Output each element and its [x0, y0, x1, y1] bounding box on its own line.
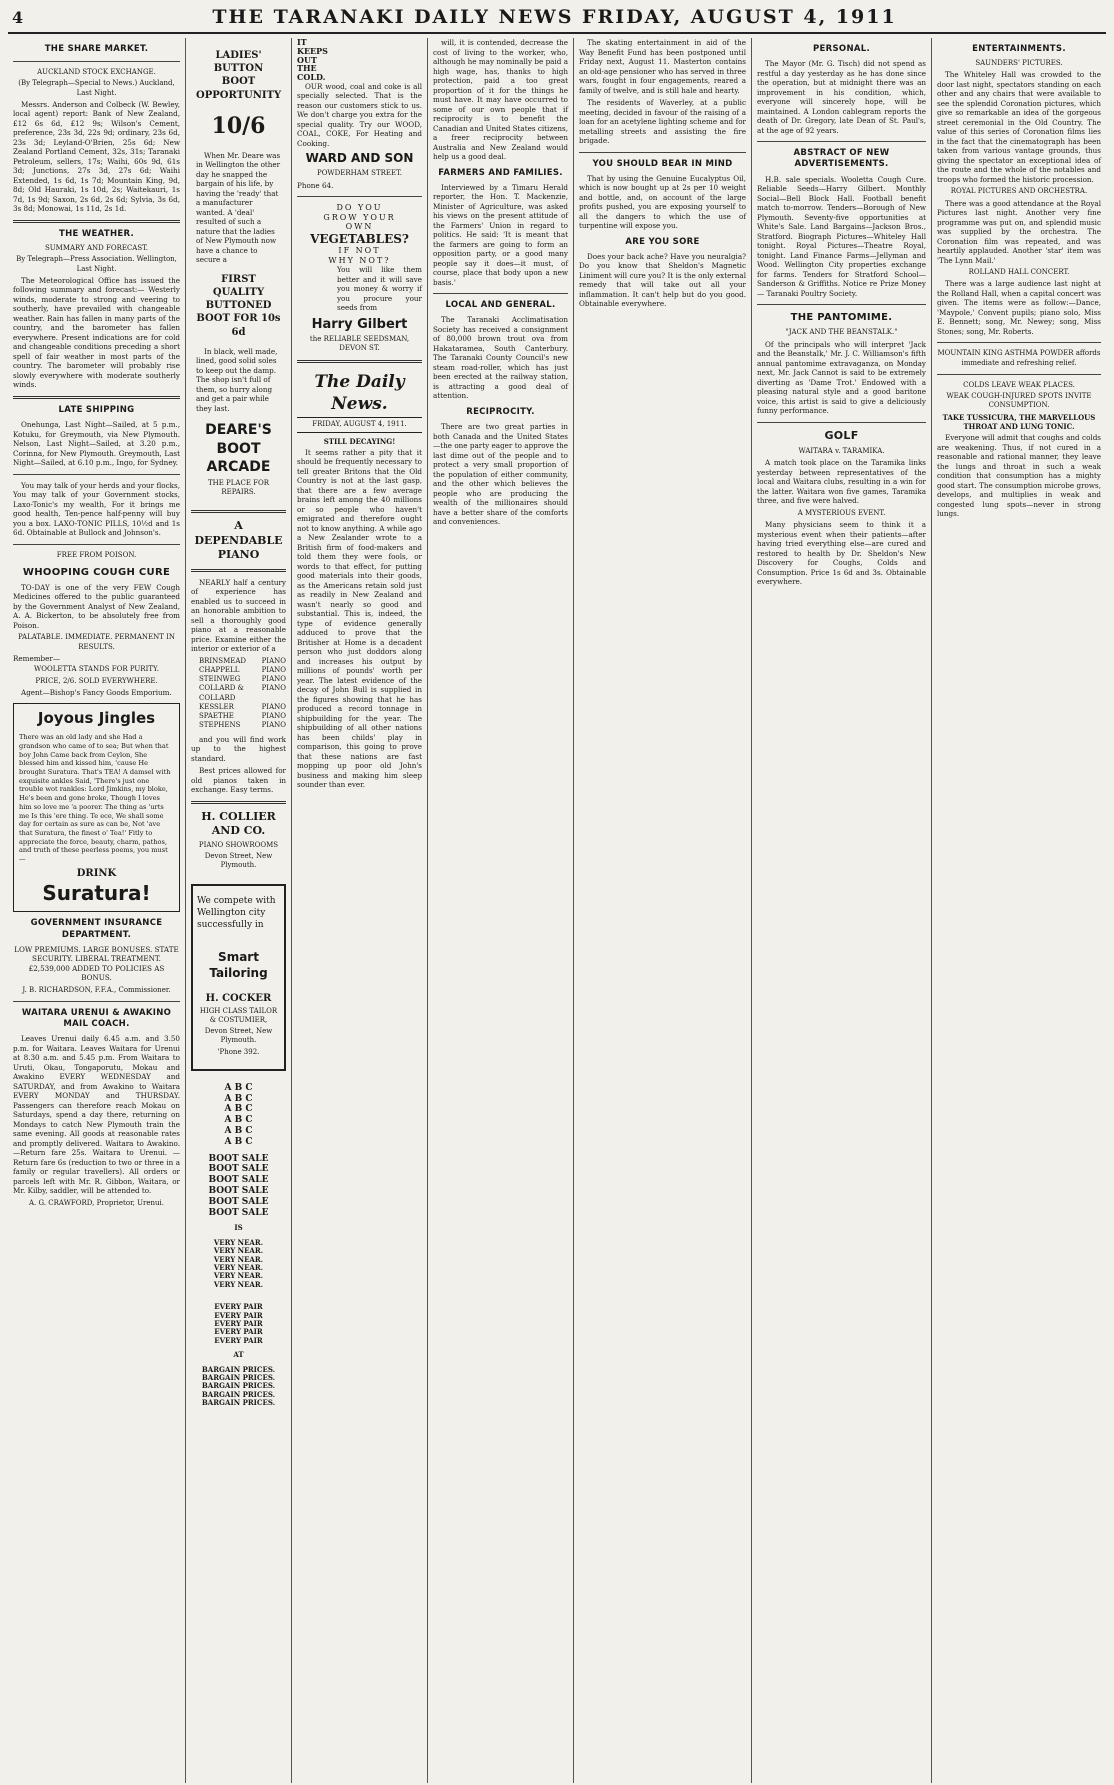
- govt-insurance-lines: LOW PREMIUMS. LARGE BONUSES. STATE SECURITY. LIBERAL TREATMENT. £2,539,000 ADDED TO POLICIES AS BONUS.: [14, 944, 179, 983]
- column-3: [292, 38, 428, 1783]
- piano-row: STEINWEG PIANO: [199, 675, 286, 684]
- vegetables-body: You will like them better and it will save you money & worry if you procure your seeds from: [337, 265, 422, 313]
- pantomime-body: Of the principals who will interpret 'Jack and the Beanstalk,' Mr. J. C. Williamson's fifth annual pantomime extravaganza, on Monday next, Mr. Jack Cannot is said to be extremely diverting as 'Dame Trot.' Endowed with a pleasing natural style and a good baritone voice, this artist is said to give a deliciously funny performance.: [757, 339, 926, 416]
- newspaper-flag: The Daily News.: [314, 371, 405, 414]
- ward-phone: Phone 64.: [297, 180, 334, 190]
- abstract-heading: ABSTRACT OF NEW ADVERTISEMENTS.: [793, 148, 890, 170]
- gilbert-sub: the RELIABLE SEEDSMAN, DEVON ST.: [309, 335, 410, 353]
- local-heading: LOCAL AND GENERAL.: [445, 300, 556, 311]
- piano-row: SPAETHE PIANO: [199, 712, 286, 721]
- golf-subheading: WAITARA v. TARAMIKA.: [798, 447, 885, 456]
- tussicura-line: TAKE TUSSICURA, THE MARVELLOUS THROAT AND LUNG TONIC.: [942, 412, 1096, 431]
- piano-row: KESSLER PIANO: [199, 702, 286, 711]
- reciprocity-body: There are two great parties in both Canada and the United States—the one party eager to approve the last dime out of the people and to protect a very small proportion of the population of either community, and the other which believes the people who are producing the wealth of the millionaires should have a better share of the comforts and conveniences.: [433, 422, 568, 527]
- cocker-phone: 'Phone 392.: [217, 1047, 260, 1056]
- vegetables-ad: DO YOU GROW YOUR OWN VEGETABLES? IF NOT WHY NOT?: [310, 203, 409, 265]
- mail-coach-sign: A. G. CRAWFORD, Proprietor, Urenui.: [29, 1198, 164, 1207]
- shipping-report: Onehunga, Last Night—Sailed, at 5 p.m., Kotuku, for Greymouth, via New Plymouth. Nelson, Last Night—Sailed, at 3.20 p.m., Corinna, for New Plymouth. Greymouth, Last Night—Sailed, at 6.10 p.m., Ingo, for Sydney.: [13, 420, 180, 468]
- are-you-sore-heading: ARE YOU SORE: [625, 236, 700, 247]
- farmers-heading: FARMERS AND FAMILIES.: [438, 167, 563, 178]
- collier-name: H. COLLIER AND CO.: [201, 809, 276, 838]
- govt-insurance-title: GOVERNMENT INSURANCE DEPARTMENT.: [30, 918, 163, 940]
- colds-line: COLDS LEAVE WEAK PLACES.: [963, 380, 1075, 389]
- paper-title: THE TARANAKI DAILY NEWS FRIDAY, AUGUST 4, 1911: [212, 6, 897, 28]
- gilbert-name: Harry Gilbert: [311, 316, 408, 332]
- collier-address: Devon Street, New Plymouth.: [204, 851, 273, 870]
- personal-body: The Mayor (Mr. G. Tisch) did not spend as restful a day yesterday as he has done since the operation, but at midnight there was an improvement in his condition, which, everyone will sincerely hope, will be maintained. A London cablegram reports the death of Dr. Gregory, late Dean of St. Paul's, at the age of 92 years.: [757, 59, 926, 135]
- column-4: [428, 38, 574, 1783]
- local-body: The Taranaki Acclimatisation Society has received a consignment of 80,000 brown trout ova from Hakataramea, South Canterbury. The Taranaki County Council's new steam road-roller, which has just been erected at the railway station, is attracting a good deal of attention.: [433, 315, 568, 401]
- golf-body: A match took place on the Taramika links yesterday between representatives of the local and Waitara clubs, resulting in a win for the latter. Waitara won five games, Taramika three, and five were halved.: [757, 458, 926, 506]
- cocker-lead: We compete with Wellington city successfully in: [197, 896, 276, 930]
- mysterious-event-heading: A MYSTERIOUS EVENT.: [797, 508, 886, 517]
- col5-body-2: The residents of Waverley, at a public meeting, decided in favour of the raising of a loan for an acetylene lighting scheme and for metalling streets and assisting the fire brigade.: [579, 98, 746, 145]
- cocker-sub: HIGH CLASS TAILOR & COSTUMIER,: [199, 1006, 278, 1024]
- piano-row: COLLARD & COLLARD PIANO: [199, 684, 286, 702]
- column-6: [752, 38, 932, 1783]
- free-poison-label: FREE FROM POISON.: [56, 550, 137, 559]
- piano-title: A DEPENDABLE PIANO: [194, 519, 283, 562]
- bear-in-mind-body: That by using the Genuine Eucalyptus Oil, which is now bought up at 2s per 10 weight and bottle, and, on account of the large profits pushed, you are exposing yourself to all the dangers to which the use of turpentine will expose you.: [579, 173, 746, 231]
- piano-list: [199, 657, 286, 731]
- piano-row: BRINSMEAD PIANO: [199, 656, 286, 665]
- farmers-body: Interviewed by a Timaru Herald reporter, the Hon. T. Mackenzie, Minister of Agriculture, was asked his views on the present attitude of the Farmers' Union in regard to politics. He said: 'It is meant that the farmers are going to form an opposition party, or a good many people say it does—it must, of course, place that body upon a new basis.': [433, 182, 568, 287]
- golf-heading: GOLF: [824, 428, 859, 442]
- pantomime-subheading: "JACK AND THE BEANSTALK.": [785, 328, 898, 337]
- deare-name: DEARE'S BOOT ARCADE: [205, 422, 272, 476]
- royal-pictures-body: There was a good attendance at the Royal Pictures last night. Another very fine programme was put on, and splendid music was supplied by the orchestra. The Coronation film was repeated, and was heartily applauded. Another 'star' item was 'The Lynn Mail.': [937, 198, 1101, 265]
- wooletta-remember: Remember—: [13, 653, 61, 663]
- piano-row: CHAPPELL PIANO: [199, 665, 286, 674]
- share-market-heading: THE SHARE MARKET.: [44, 44, 149, 54]
- wooletta-purity: WOOLETTA STANDS FOR PURITY.: [34, 665, 159, 674]
- ladies-body-2: In black, well made, lined, good solid soles to keep out the damp. The shop isn't full of them, so hurry along and get a pair while they last.: [196, 346, 278, 413]
- mysterious-event-body: Many physicians seem to think it a mysterious event when their patients—after having tried everything else—are cured and restored to health by Dr. Sheldon's New Discovery for Coughs, Colds and Consumption. Price 1s 6d and 3s. Obtainable everywhere.: [757, 520, 926, 587]
- ladies-price: 10/6: [211, 112, 266, 139]
- personal-heading: PERSONAL.: [813, 44, 870, 54]
- wooletta-price: PRICE, 2/6. SOLD EVERYWHERE.: [35, 676, 158, 685]
- wooletta-body: TO-DAY is one of the very FEW Cough Medicines offered to the public guaranteed by the Government Analyst of New Zealand, A. A. Bickerton, to be absolutely free from Poison.: [13, 582, 180, 630]
- weather-byline: By Telegraph—Press Association. Wellington, Last Night.: [16, 255, 177, 273]
- rolland-hall-heading: ROLLAND HALL CONCERT.: [968, 268, 1070, 277]
- wooletta-palatable: PALATABLE. IMMEDIATE. PERMANENT IN RESULTS.: [17, 633, 176, 651]
- ward-name: WARD AND SON: [305, 151, 414, 166]
- collier-sub: PIANO SHOWROOMS: [198, 840, 279, 849]
- royal-pictures-heading: ROYAL PICTURES AND ORCHESTRA.: [950, 187, 1088, 196]
- masthead: [8, 6, 1106, 34]
- weather-report: The Meteorological Office has issued the following summary and forecast:— Westerly winds, moderate to strong and veering to southerly, have prevailed with changeable weather. Rain has fallen in many parts of the country, and the barometer has fallen everywhere. Present indications are for cold and changeable conditions preceding a short spell of fair weather in most parts of the country. The barometer will probably rise slowly everywhere with moderate southerly winds.: [13, 275, 180, 390]
- govt-insurance-sign: J. B. RICHARDSON, F.F.A., Commissioner.: [22, 985, 171, 994]
- drink-label: DRINK: [76, 867, 117, 879]
- weather-heading: THE WEATHER.: [58, 228, 135, 239]
- first-quality: FIRST QUALITY BUTTONED BOOT FOR 10s 6d: [196, 273, 281, 338]
- saunders-heading: SAUNDERS' PICTURES.: [975, 59, 1063, 68]
- cocker-tailoring: Smart Tailoring: [209, 949, 268, 980]
- columns: [8, 38, 1106, 1783]
- editorial-body: It seems rather a pity that it should be frequently necessary to tell greater Britons that the Old Country is not at the last gasp, that there are a few average brains left among the 40 millions or so people who haven't emigrated and therefore ought not to know anything. A while ago a New Zealander wrote to a British firm of food-makers and told them they were fools, or words to that effect, for putting good materials into their goods, as the Americans retain sold just as readily in New Zealand and wasn't nearly so good and substantial. This is, indeed, the type of evidence generally adduced to prove that the Britisher at Home is a decadent person who just doddors along and increases his output by millions of pounds' worth per year. The latest evidence of the decay of John Bull is supplied in the figures showing that he has produced a record tonnage in shipbuilding for the year. The shipbuilding of all other nations has been childs' play in comparison, this going to prove that these nations are fast mopping up poor old John's business and making him sleep sounder than ever.: [297, 447, 422, 790]
- weather-subheading: SUMMARY AND FORECAST.: [44, 244, 149, 253]
- wooletta-agent: Agent—Bishop's Fancy Goods Emporium.: [21, 687, 172, 697]
- cocker-ad: [191, 884, 286, 1071]
- mail-coach-body: Leaves Urenui daily 6.45 a.m. and 3.50 p.m. for Waitara. Leaves Waitara for Urenui at 8.30 a.m. and 5.45 p.m. From Waitara to Uruti, Okau, Tongaporutu, Mokau and Awakino EVERY WEDNESDAY and SATURDAY, and from Awakino to Waitara EVERY MONDAY and THURSDAY. Passengers can therefore reach Mokau on Saturdays, spend a day there, returning on Mondays to catch New Plymouth train the same evening. All goods at reasonable rates and promptly delivered. Waitara to Awakino.—Return fare 25s. Waitara to Urenui. —Return fare 6s (reduction to two or three in a family or regular travellers). All orders or parcels left with Mr. R. Gibbon, Waitara, or Mr. Kilby, saddler, will be attended to.: [13, 1034, 180, 1196]
- coal-lead: IT KEEPS OUT THE COLD.: [297, 38, 328, 83]
- piano-body-3: Best prices allowed for old pianos taken in exchange. Easy terms.: [191, 766, 286, 795]
- suratura-ad: [13, 703, 180, 912]
- suratura-brand: Suratura!: [42, 880, 151, 905]
- coal-body: OUR wood, coal and coke is all specially selected. That is the reason our customers stick to us. We don't charge you extra for the special quality. Try our WOOD, COAL, COKE, For Heating and Cooking.: [297, 81, 422, 148]
- piano-body: NEARLY half a century of experience has enabled us to succeed in an honorable ambition to sell a thoroughly good piano at a reasonable price. Examine either the interior or exterior of a: [191, 577, 286, 654]
- abstract-body: H.B. sale specials. Wooletta Cough Cure. Reliable Seeds—Harry Gilbert. Monthly Social—Bell Block Hall. Football benefit match to-morrow. Tenders—Borough of New Plymouth. Seventy-five opportunities at White's Sale. Land Bargains—Jackson Bros., Stratford. Biograph Pictures—Whiteley Hall tonight. Royal Pictures—Theatre Royal, tonight. Land Finance Farms—Jellyman and Wood. Wellington City properties exchange for farms. Tenders for Stratford School—Sanderson & Griffiths. Notice re Prize Money — Taranaki Poultry Society.: [757, 174, 926, 298]
- column-7: [932, 38, 1106, 1783]
- deare-boot-ad: [191, 44, 286, 504]
- cocker-name: H. COCKER: [205, 992, 272, 1004]
- cocker-address: Devon Street, New Plymouth.: [204, 1027, 273, 1045]
- tussicura-body: Everyone will admit that coughs and colds are weakening. Thus, if not cured in a reasonable and rational manner, they leave the lungs and throat in such a weak condition that consumption has a mighty good start. The consumption microbe grows, develops, and multiplies in weak and congested lung spots—never in strong lungs.: [937, 433, 1101, 519]
- piano-row: STEPHENS PIANO: [199, 721, 286, 730]
- share-byline: (By Telegraph—Special to News.) Auckland, Last Night.: [18, 79, 175, 97]
- entertainments-heading: ENTERTAINMENTS.: [972, 44, 1066, 54]
- saunders-body: The Whiteley Hall was crowded to the door last night, spectators standing on each other and any chairs that were available to see the splendid Coronation pictures, which give so remarkable an idea of the gorgeous street ceremonial in the Old Country. The value of this series of Coronation films lies in the fact that the cinematograph has been taken from various vantage grounds, thus giving the spectator an exceptional idea of the route and the whole of the notables and troops who formed the historic procession.: [937, 70, 1101, 184]
- editorial-heading: STILL DECAYING!: [323, 436, 396, 446]
- column-5: [574, 38, 752, 1783]
- column-2: [186, 38, 292, 1783]
- dateline: FRIDAY, AUGUST 4, 1911.: [297, 417, 422, 432]
- are-you-sore-body: Does your back ache? Have you neuralgia? Do you know that Sheldon's Magnetic Liniment will cure you? It is the only external remedy that will take out all your inflammation. It can't help but do you good. Obtainable everywhere.: [579, 251, 746, 309]
- shipping-heading: LATE SHIPPING: [58, 404, 135, 415]
- col5-body: The skating entertainment in aid of the Way Benefit Fund has been postponed until Friday next, August 11. Masterton contains an old-age pensioner who has served in three wars, fought in four engagements, reared a family of twelve, and is still hale and hearty.: [579, 38, 746, 95]
- mail-coach-title: WAITARA URENUI & AWAKINO MAIL COACH.: [21, 1008, 172, 1030]
- jingles-verse: There was an old lady and she Had a grandson who came of to sea; But when that boy John Came back from Ceylon, She blessed him and kissed him, 'cause He brought Suratura. That's TEA! A damsel with exquisite ankles Said, 'There's just one trouble wot rankles: Lord Jimkins, my bloke, He's been and gone broke, Though I loves him so love me 'a poorer. The thing as 'urts me Is this 'ere thing. Te ece, We shall some day for certain as sure as can be, Not 'ave that Suratura, the finest o' Tea!' Fitly to appreciate the force, beauty, charm, pathos, and truth of these peerless poems, you must—: [19, 733, 171, 864]
- asthma-powder-line: MOUNTAIN KING ASTHMA POWDER affords immediate and refreshing relief.: [937, 349, 1101, 367]
- ladies-body: When Mr. Deare was in Wellington the other day he snapped the bargain of his life, by having the 'ready' that a manufacturer wanted. A 'deal' resulted of such a nature that the ladies of New Plymouth now have a chance to secure a: [196, 150, 281, 265]
- col4-body: will, it is contended, decrease the cost of living to the worker, who, although he may nominally be paid a high wage, has, thanks to high protection, paid a too great proportion of it for the things he must have. It may have occurred to some of our own people that if reciprocity is to benefit the Canadian and United States citizens, a freer reciprocity between Australia and New Zealand would help us a good deal.: [433, 38, 568, 161]
- rolland-hall-body: There was a large audience last night at the Rolland Hall, when a capital concert was given. The items were as follow:—Dance, 'Maypole,' Convent pupils; piano solo, Miss E. Bennett; song, Mr. Newey; song, Miss Stones; song, Mr. Roberts.: [937, 279, 1101, 336]
- reciprocity-heading: RECIPROCITY.: [466, 406, 535, 417]
- piano-body-2: and you will find work up to the highest standard.: [191, 734, 286, 763]
- ward-address: POWDERHAM STREET.: [316, 169, 402, 178]
- cough-spots-line: WEAK COUGH-INJURED SPOTS INVITE CONSUMPTION.: [946, 392, 1092, 410]
- ladies-title: LADIES' BUTTON BOOT OPPORTUNITY: [196, 50, 282, 101]
- deare-tagline: THE PLACE FOR REPAIRS.: [207, 478, 270, 496]
- share-exchange-subheading: AUCKLAND STOCK EXCHANGE.: [37, 68, 156, 77]
- wooletta-title: WHOOPING COUGH CURE: [22, 566, 171, 578]
- share-report: Messrs. Anderson and Colbeck (W. Bewley, local agent) report: Bank of New Zealand, £12 6s 6d, £12 9s; Wilson's Cement, preference, 23s 3d, 22s 9d; ordinary, 23s 6d, 23s 3d; Leyland-O'Brien, 25s 6d; New Zealand Portland Cement, 32s, 31s; Taranaki Petroleum, sellers, 17s; Waihi, 60s 9d, 61s 3d; Junctions, 27s 3d, 27s 6d; Waihi Extended, 1s 6d, 1s 7d; Mountain King, 9d, 8d; Old Hauraki, 1s 10d, 2s; Waitekauri, 1s 7d, 1s 9d; Saxon, 2s 6d, 2s 6d; Sylvia, 3s 6d, 3s 8d; Monowai, 1s 11d, 2s 1d.: [13, 99, 180, 214]
- page-number: 4: [12, 8, 24, 27]
- bear-in-mind-heading: YOU SHOULD BEAR IN MIND: [592, 158, 733, 169]
- column-1: [8, 38, 186, 1783]
- jingles-title: Joyous Jingles: [37, 709, 156, 728]
- laxo-tonic-ad: You may talk of your herds and your flocks, You may talk of your Government stocks, Laxo-Tonic's my wealth, For it brings me good health, Ten-pence half-penny will buy you a box. LAXO-TONIC PILLS, 10½d and 1s 6d. Obtainable at Bullock and Johnson's.: [13, 480, 180, 538]
- abc-boot-sale-ad: A B C A B C A B C A B C A B C A B C BOOT SALE BOOT SALE BOOT SALE BOOT SALE BOOT SALE BOOT SALE IS VERY NEAR. VERY NEAR. VERY NEAR. VERY NEAR. VERY NEAR. VERY NEAR. EVERY PAIR EVERY PAIR EVERY PAIR EVERY PAIR EVERY PAIR AT BARGAIN PRICES. BARGAIN PRICES. BARGAIN PRICES. BARGAIN PRICES. BARGAIN PRICES.: [201, 1082, 276, 1408]
- pantomime-heading: THE PANTOMIME.: [790, 312, 893, 324]
